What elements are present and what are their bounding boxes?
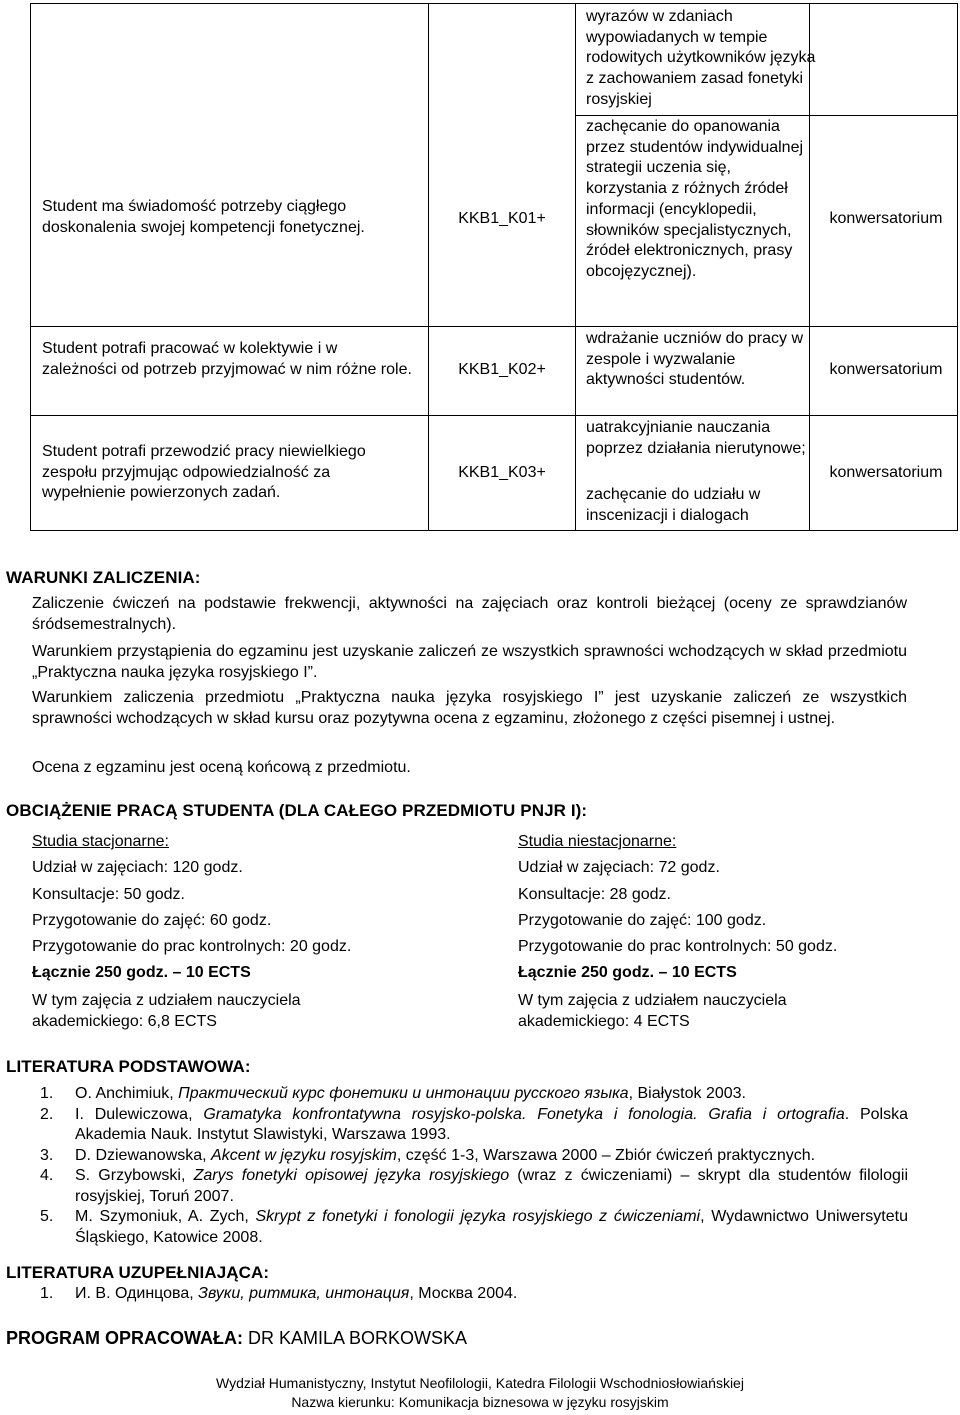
- page-footer: [0, 1374, 960, 1412]
- literature-title: Практический курс фонетики и интонации русского языка: [178, 1085, 629, 1102]
- table-cell-method: uatrakcyjnianie nauczania poprzez działania nierutynowe;: [586, 419, 806, 457]
- table-row-divider: [575, 115, 957, 116]
- workload-item: Przygotowanie do prac kontrolnych: 50 godz.: [518, 938, 838, 956]
- workload-item: Konsultacje: 28 godz.: [518, 885, 671, 903]
- workload-part-time: [518, 832, 918, 1032]
- workload-item: Przygotowanie do zajęć: 100 godz.: [518, 911, 767, 929]
- literature-author: O. Anchimiuk,: [75, 1085, 179, 1102]
- workload-item: Przygotowanie do prac kontrolnych: 20 godz.: [32, 938, 352, 956]
- table-cell-method: zachęcanie do opanowania przez studentów indywidualnej strategii uczenia się, korzystania z różnych źródeł informacji (encyklopedii, słowników specjalistycznych, źródeł elektronicznych, prasy obcojęzycznej).: [586, 118, 804, 280]
- literature-list: [32, 1084, 908, 1248]
- literature-details: , część 1-3, Warszawa 2000 – Zbiór ćwiczeń praktycznych.: [396, 1146, 816, 1164]
- warunki-paragraph: Warunkiem przystąpienia do egzaminu jest uzyskanie zaliczeń ze wszystkich sprawności wchodzących w skład przedmiotu „Praktyczna nauka języka rosyjskiego I”.: [32, 643, 907, 681]
- workload-title: Studia stacjonarne:: [32, 833, 169, 850]
- literature-number: 4.: [40, 1167, 54, 1184]
- table-cell-form: konwersatorium: [829, 464, 943, 481]
- literature-number: 1.: [40, 1285, 54, 1302]
- literature-number: 3.: [40, 1146, 54, 1164]
- literature-title: Skrypt z fonetyki i fonologii języka rosyjskiego z ćwiczeniami: [255, 1208, 701, 1225]
- literature-author: I. Dulewiczowa,: [75, 1105, 204, 1123]
- program-author-label: PROGRAM OPRACOWAŁA:: [6, 1328, 243, 1348]
- literature-title: Gramatyka konfrontatywna rosyjsko-polska. Fonetyka i fonologia. Grafia i ortografia: [203, 1105, 845, 1123]
- table-cell-code: KKB1_K01+: [458, 210, 546, 227]
- literature-title: Zarys fonetyki opisowej języka rosyjskiego: [193, 1167, 510, 1184]
- table-cell-code: KKB1_K03+: [458, 464, 546, 481]
- literature-title: Звуки, ритмика, интонация: [198, 1285, 410, 1302]
- table-cell-method-2: zachęcanie do udziału w inscenizacji i dialogach: [586, 486, 761, 524]
- footer-program: Nazwa kierunku: Komunikacja biznesowa w języku rosyjskim: [291, 1394, 669, 1410]
- table-row-divider: [31, 415, 957, 416]
- literature-item: [32, 1207, 908, 1248]
- literature-number: 5.: [40, 1208, 54, 1225]
- literature-author: M. Szymoniuk, A. Zych,: [75, 1208, 256, 1225]
- table-row-divider: [31, 326, 957, 327]
- footer-faculty: Wydział Humanistyczny, Instytut Neofilologii, Katedra Filologii Wschodniosłowiańskiej: [216, 1375, 744, 1391]
- workload-teacher: W tym zajęcia z udziałem nauczyciela akademickiego: 6,8 ECTS: [32, 991, 301, 1030]
- literature-author: И. В. Одинцова,: [75, 1285, 199, 1302]
- workload-item: Konsultacje: 50 godz.: [32, 885, 185, 903]
- warunki-paragraph: Warunkiem zaliczenia przedmiotu „Praktyczna nauka języka rosyjskiego I” jest uzyskanie zaliczeń ze wszystkich sprawności wchodzących w skład kursu oraz pozytywna ocena z egzaminu, złożonego z części pisemnej i ustnej.: [32, 689, 907, 727]
- literature-details: , Białystok 2003.: [628, 1085, 746, 1102]
- warunki-paragraph: Ocena z egzaminu jest oceną końcową z przedmiotu.: [32, 759, 411, 776]
- literature-author: S. Grzybowski,: [75, 1167, 194, 1184]
- warunki-paragraph: Zaliczenie ćwiczeń na podstawie frekwencji, aktywności na zajęciach oraz kontroli bieżącej (oceny ze sprawdzianów śródsemestralnych).: [32, 595, 907, 633]
- literature-number: 1.: [40, 1085, 54, 1102]
- program-author-name: DR KAMILA BORKOWSKA: [243, 1328, 468, 1348]
- table-divider: [575, 4, 576, 530]
- section-heading-warunki: WARUNKI ZALICZENIA:: [6, 568, 201, 587]
- literature-item: [32, 1146, 908, 1167]
- literature-details: (wraz z ćwiczeniami) – skrypt dla studentów filologii rosyjskiej, Toruń 2007.: [75, 1167, 908, 1205]
- literature-title: Akcent w języku rosyjskim: [211, 1146, 397, 1164]
- literature-details: , Wydawnictwo Uniwersytetu Śląskiego, Katowice 2008.: [75, 1208, 908, 1246]
- learning-outcomes-table: [30, 3, 958, 531]
- table-cell-form: konwersatorium: [829, 361, 943, 378]
- table-cell-effect: Student potrafi przewodzić pracy niewielkiego zespołu przyjmując odpowiedzialność za wypełnienie powierzonych zadań.: [42, 443, 366, 502]
- workload-total: Łącznie 250 godz. – 10 ECTS: [518, 964, 737, 982]
- literature-author: D. Dziewanowska,: [75, 1146, 212, 1164]
- table-cell-method: wdrażanie uczniów do pracy w zespole i wyzwalanie aktywności studentów.: [586, 330, 803, 389]
- literature-item: [32, 1284, 908, 1305]
- workload-item: Udział w zajęciach: 120 godz.: [32, 859, 243, 877]
- section-heading-obciazenie: OBCIĄŻENIE PRACĄ STUDENTA (DLA CAŁEGO PRZEDMIOTU PNJR I):: [6, 801, 588, 820]
- workload-teacher: W tym zajęcia z udziałem nauczyciela akademickiego: 4 ECTS: [518, 991, 787, 1030]
- workload-full-time: [32, 832, 432, 1032]
- workload-title: Studia niestacjonarne:: [518, 833, 677, 850]
- program-author-line: [6, 1328, 467, 1349]
- table-cell-form: konwersatorium: [829, 210, 943, 227]
- literature-item: [32, 1166, 908, 1207]
- table-cell-code: KKB1_K02+: [458, 361, 546, 378]
- supplementary-literature-list: [32, 1284, 908, 1305]
- literature-details: . Polska Akademia Nauk. Instytut Slawistyki, Warszawa 1993.: [75, 1105, 908, 1143]
- workload-total: Łącznie 250 godz. – 10 ECTS: [32, 964, 251, 982]
- table-cell-effect: Student ma świadomość potrzeby ciągłego doskonalenia swojej kompetencji fonetycznej.: [42, 198, 365, 236]
- literature-item: [32, 1105, 908, 1146]
- table-cell-effect: Student potrafi pracować w kolektywie i w zależności od potrzeb przyjmować w nim różne role.: [42, 340, 412, 378]
- table-divider: [428, 4, 429, 530]
- table-cell-method: wyrazów w zdaniach wypowiadanych w tempie rodowitych użytkowników języka z zachowaniem zasad fonetyki rosyjskiej: [586, 8, 816, 108]
- section-heading-literatura-uzupelniajaca: LITERATURA UZUPEŁNIAJĄCA:: [6, 1263, 270, 1282]
- workload-item: Przygotowanie do zajęć: 60 godz.: [32, 911, 272, 929]
- literature-number: 2.: [40, 1105, 54, 1123]
- workload-item: Udział w zajęciach: 72 godz.: [518, 859, 720, 877]
- literature-details: , Москва 2004.: [409, 1285, 518, 1302]
- literature-item: [32, 1084, 908, 1105]
- section-heading-literatura-podstawowa: LITERATURA PODSTAWOWA:: [6, 1057, 251, 1076]
